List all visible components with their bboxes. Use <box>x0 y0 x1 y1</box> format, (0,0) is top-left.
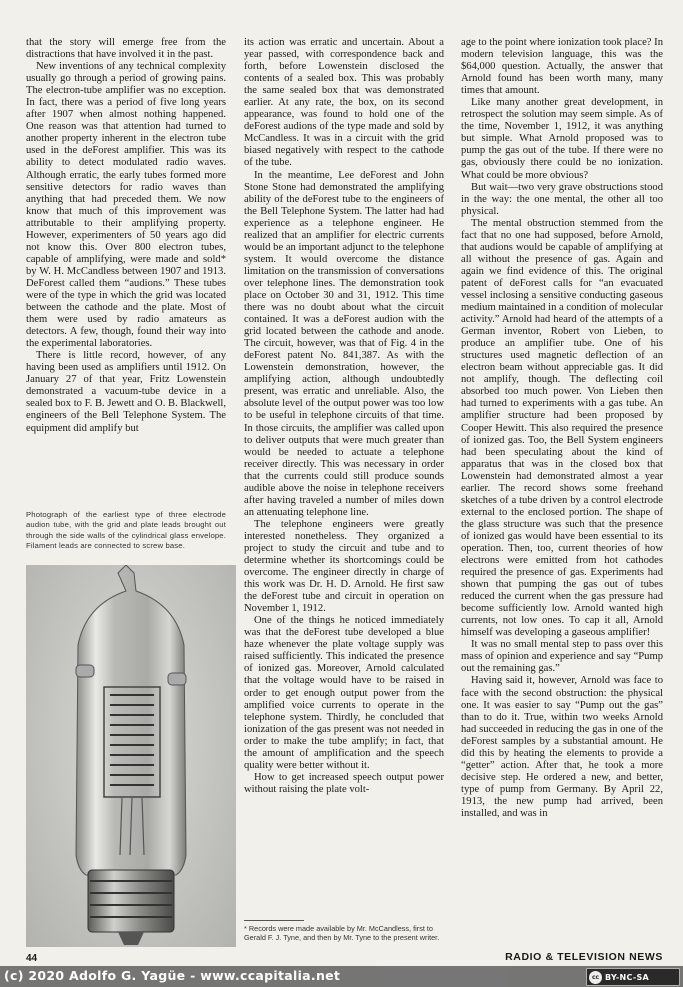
license-label: BY-NC-SA <box>605 972 650 982</box>
audion-tube-photo <box>26 565 236 947</box>
paragraph: age to the point where ionization took place? In modern television language, this was the $64,000 question. Actually, the answer that Arnold found has been worth many, many times that amount. <box>461 37 663 97</box>
paragraph: Like many another great development, in retrospect the solution may seem simple. As of the time, November 1, 1912, it was anything but simple. What Arnold proposed was to pump the gas out of the tube. If there were no gas, obviously there could be no ionization. What could be more obvious? <box>461 97 663 181</box>
paragraph: But wait—two very grave obstructions stood in the way: the one mental, the other all too physical. <box>461 181 663 217</box>
paragraph: It was no small mental step to pass over this mass of opinion and experience and say “Pump out the remaining gas.” <box>461 639 663 675</box>
copyright-text: (c) 2020 Adolfo G. Yagüe - www.ccapitalia.net <box>4 968 341 983</box>
paragraph: How to get increased speech output power without raising the plate volt- <box>244 771 444 795</box>
cc-icon: cc <box>589 971 602 984</box>
photo-caption: Photograph of the earliest type of three electrode audion tube, with the grid and plate leads brought out through the side walls of the cylindrical glass envelope. Filament leads are connected to screw base. <box>26 510 226 551</box>
page-number: 44 <box>26 953 38 964</box>
paragraph: One of the things he noticed immediately was that the deForest tube developed a blue haze whenever the plate voltage supply was raised sufficiently. This indicated the presence of ionized gas. Moreover, Arnold calculated that the voltage would have to be raised in order to get enough output power from the amplified voice currents to operate in the telephone system. Thirdly, he concluded that ionization of the gas present was not needed in order to make the tube amplify; in fact, that the amount of amplification and the speech quality were better without it. <box>244 615 444 771</box>
text-column-3 <box>461 37 663 943</box>
text-column-2 <box>244 37 444 925</box>
paragraph: that the story will emerge free from the distractions that have involved it in the past. <box>26 37 226 61</box>
magazine-title: RADIO & TELEVISION NEWS <box>505 951 663 963</box>
paragraph: New inventions of any technical complexity usually go through a period of growing pains. The electron-tube amplifier was no exception. In fact, there was a period of five long years after 1907 when almost nothing happened. One reason was that attention had turned to another property inherent in the electron tube used in the deForest amplifier. This was its ability to detect modulated radio waves. Although erratic, the early tubes formed more sensitive detectors for radio waves than anything that had preceded them. We now know that much of this improvement was attributable to their amplifying property. However, experimenters of 50 years ago did not know this. Over 800 electron tubes, capable of amplifying, were made and sold* by W. H. McCandless between 1907 and 1913. DeForest called them “audions.” These tubes were of the type in which the grid was located between the cathode and the plate. Most of them were used by radio amateurs as detectors. A few, though, found their way into the experimental laboratories. <box>26 61 226 350</box>
paragraph: In the meantime, Lee deForest and John Stone Stone had demonstrated the amplifying ability of the deForest tube to the engineers of the Bell Telephone System. The latter had had experience as a telephone engineer. He realized that an amplifier for electric currents would be an important adjunct to the telephone system. It would overcome the distance limitation on the transmission of conversations over telephone lines. The demonstration took place on October 30 and 31, 1912. This time there was no doubt about what the circuit contained. It was a deForest audion with the grid located between the cathode and anode. The circuit, however, was that of Fig. 4 in the deForest patent No. 841,387. As with the Lowenstein demonstration, however, the amplifying action, although undoubtedly present, was erratic and unreliable. Also, the absolute level of the output power was too low to be useful in telephone circuits of that time. In those circuits, the amplifier was called upon to deliver outputs that were much greater than would be needed to actuate a telephone receiver directly. This was necessary in order that the currents could still produce sounds audible above the noise in telephone receivers after having traveled a number of miles down an attenuating telephone line. <box>244 169 444 518</box>
creative-commons-badge[interactable] <box>586 968 680 986</box>
audion-tube-illustration <box>26 565 236 947</box>
footnote: * Records were made available by Mr. McCandless, first to Gerald F. J. Tyne, and then by Mr. Tyne to the present writer. <box>244 924 440 942</box>
paragraph: Having said it, however, Arnold was face to face with the second obstruction: the physical one. It was easier to say “Pump out the gas” than to do it. True, within two weeks Arnold had succeeded in reducing the gas in one of the deForest samples by a substantial amount. He did this by heating the elements to provide a “getter” action. After that, he took a more decisive step. He ordered a new, and better, type of pump from Germany. By April 22, 1913, the new pump had arrived, been installed, and was in <box>461 675 663 819</box>
paragraph: The mental obstruction stemmed from the fact that no one had supposed, before Arnold, that audions would be capable of amplifying at all without the presence of gas. Again and again we find evidence of this. The original patent of deForest calls for “an evacuated vessel inclosing a sensitive conducting gaseous medium maintained in a condition of molecular activity.” Arnold had heard of the attempts of a German inventor, Robert von Lieben, to produce an amplifier tube. One of his structures used magnetic deflection of an electron beam without appreciable gas. It did not amplify, though. The deflecting coil absorbed too much power. Von Lieben then had turned to experiments with a gas tube. An amplifier structure had been proposed by Cooper Hewitt. This also required the presence of ionized gas. Too, the Bell System engineers had been speculating about the kind of apparatus that was in the closed box that Lowenstein had demonstrated almost a year earlier. The record shows some freehand sketches of a tube driven by a control electrode external to the enclosed portion. The shape of the glass structure was such that the presence of ionized gas would have been essential to its operation. Then, too, current theories of how electrons were emitted from hot cathodes required the presence of gas. Experiments had shown that pumping the gas out of tubes reduced the current when the gas pressure had become sufficiently low. Arnold wanted high currents, not low ones. To cap it all, Arnold himself was developing a gaseous amplifier! <box>461 217 663 639</box>
paragraph: There is little record, however, of any having been used as amplifiers until 1912. On January 27 of that year, Fritz Lowenstein demonstrated a vacuum-tube device in a sealed box to F. B. Jewett and O. B. Blackwell, engineers of the Bell Telephone System. The equipment did amplify but <box>26 350 226 434</box>
copyright-banner <box>0 966 683 987</box>
footnote-divider <box>244 920 304 921</box>
paragraph: The telephone engineers were greatly interested nonetheless. They organized a project to study the circuit and tube and to determine whether its shortcomings could be overcome. The engineer directly in charge of this work was Dr. H. D. Arnold. He first saw the deForest tube and circuit in operation on November 1, 1912. <box>244 518 444 615</box>
paragraph: its action was erratic and uncertain. About a year passed, with correspondence back and forth, before Lowenstein disclosed the contents of a sealed box. This was probably the same sealed box that was demonstrated earlier. At any rate, the box, on its second appearance, was found to hold one of the deForest audions of the type made and sold by McCandless. It was in a circuit with the grid biased negatively with respect to the cathode of the tube. <box>244 37 444 169</box>
text-column-1 <box>26 37 226 507</box>
